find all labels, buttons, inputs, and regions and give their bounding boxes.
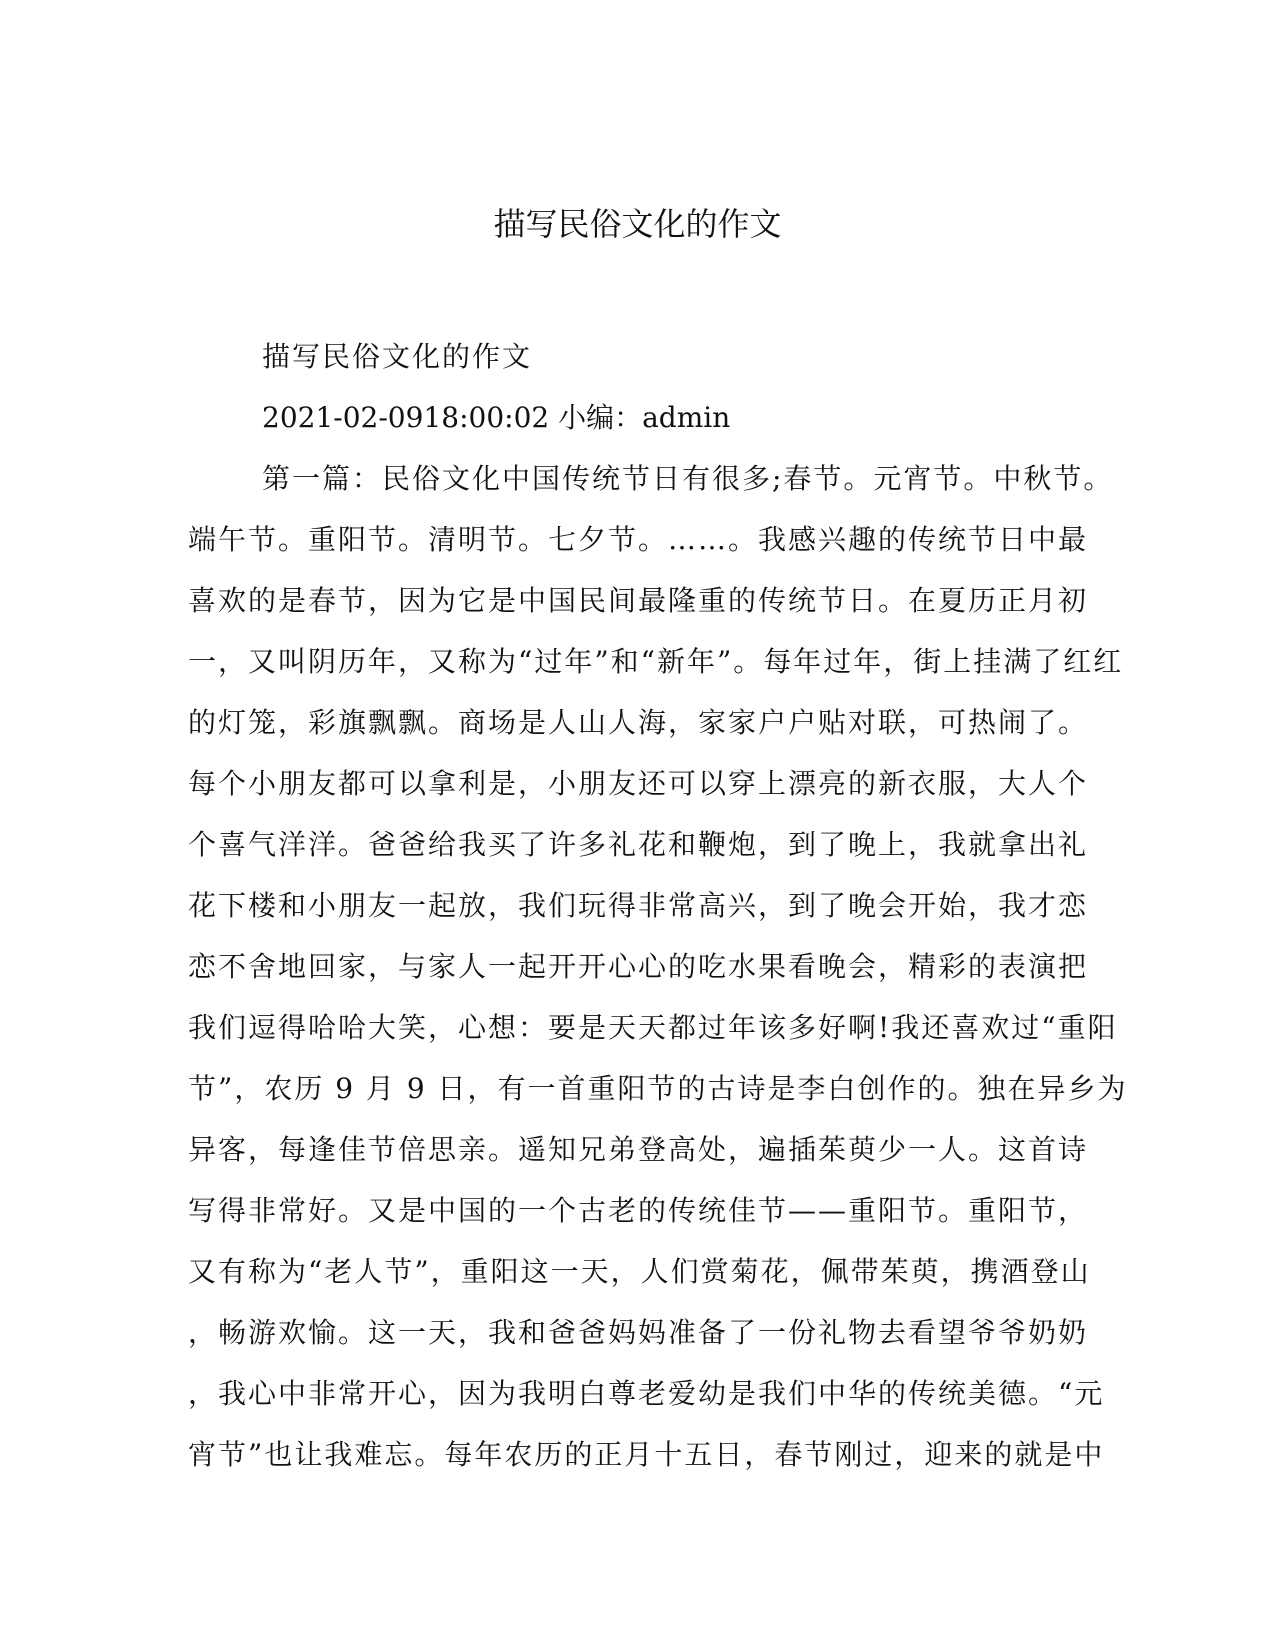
paragraph-line: 第一篇：民俗文化中国传统节日有很多;春节。元宵节。中秋节。 — [262, 462, 1114, 495]
paragraph-line: 端午节。重阳节。清明节。七夕节。……。我感兴趣的传统节日中最 — [188, 523, 1089, 556]
paragraph-line: ，我心中非常开心，因为我明白尊老爱幼是我们中华的传统美德。“元 — [188, 1377, 1105, 1410]
paragraph-line: 一，又叫阴历年，又称为“过年”和“新年”。每年过年，街上挂满了红红 — [188, 645, 1124, 678]
paragraph-line: ，畅游欢愉。这一天，我和爸爸妈妈准备了一份礼物去看望爷爷奶奶 — [188, 1316, 1089, 1349]
paragraph-line: 的灯笼，彩旗飘飘。商场是人山人海，家家户户贴对联，可热闹了。 — [188, 706, 1089, 739]
document-body — [188, 326, 1128, 1485]
paragraph-line: 异客，每逢佳节倍思亲。遥知兄弟登高处，遍插茱萸少一人。这首诗 — [188, 1133, 1089, 1166]
paragraph-line: 节”，农历 9 月 9 日，有一首重阳节的古诗是李白创作的。独在异乡为 — [188, 1072, 1128, 1105]
paragraph-line: 每个小朋友都可以拿利是，小朋友还可以穿上漂亮的新衣服，大人个 — [188, 767, 1089, 800]
paragraph-line: 又有称为“老人节”，重阳这一天，人们赏菊花，佩带茱萸，携酒登山 — [188, 1255, 1091, 1288]
paragraph-line: 个喜气洋洋。爸爸给我买了许多礼花和鞭炮，到了晚上，我就拿出礼 — [188, 828, 1089, 861]
paragraph-line: 花下楼和小朋友一起放，我们玩得非常高兴，到了晚会开始，我才恋 — [188, 889, 1089, 922]
paragraph-line: 我们逗得哈哈大笑，心想：要是天天都过年该多好啊!我还喜欢过“重阳 — [188, 1011, 1118, 1044]
paragraph-line: 喜欢的是春节，因为它是中国民间最隆重的传统节日。在夏历正月初 — [188, 584, 1089, 617]
meta-line: 2021-02-0918:00:02 小编：admin — [262, 401, 731, 434]
subtitle-line: 描写民俗文化的作文 — [262, 340, 533, 373]
paragraph-line: 恋不舍地回家，与家人一起开开心心的吃水果看晚会，精彩的表演把 — [188, 950, 1089, 983]
paragraph-line: 宵节”也让我难忘。每年农历的正月十五日，春节刚过，迎来的就是中 — [188, 1438, 1105, 1471]
paragraph-line: 写得非常好。又是中国的一个古老的传统佳节——重阳节。重阳节， — [188, 1194, 1089, 1227]
document-title: 描写民俗文化的作文 — [493, 205, 782, 243]
